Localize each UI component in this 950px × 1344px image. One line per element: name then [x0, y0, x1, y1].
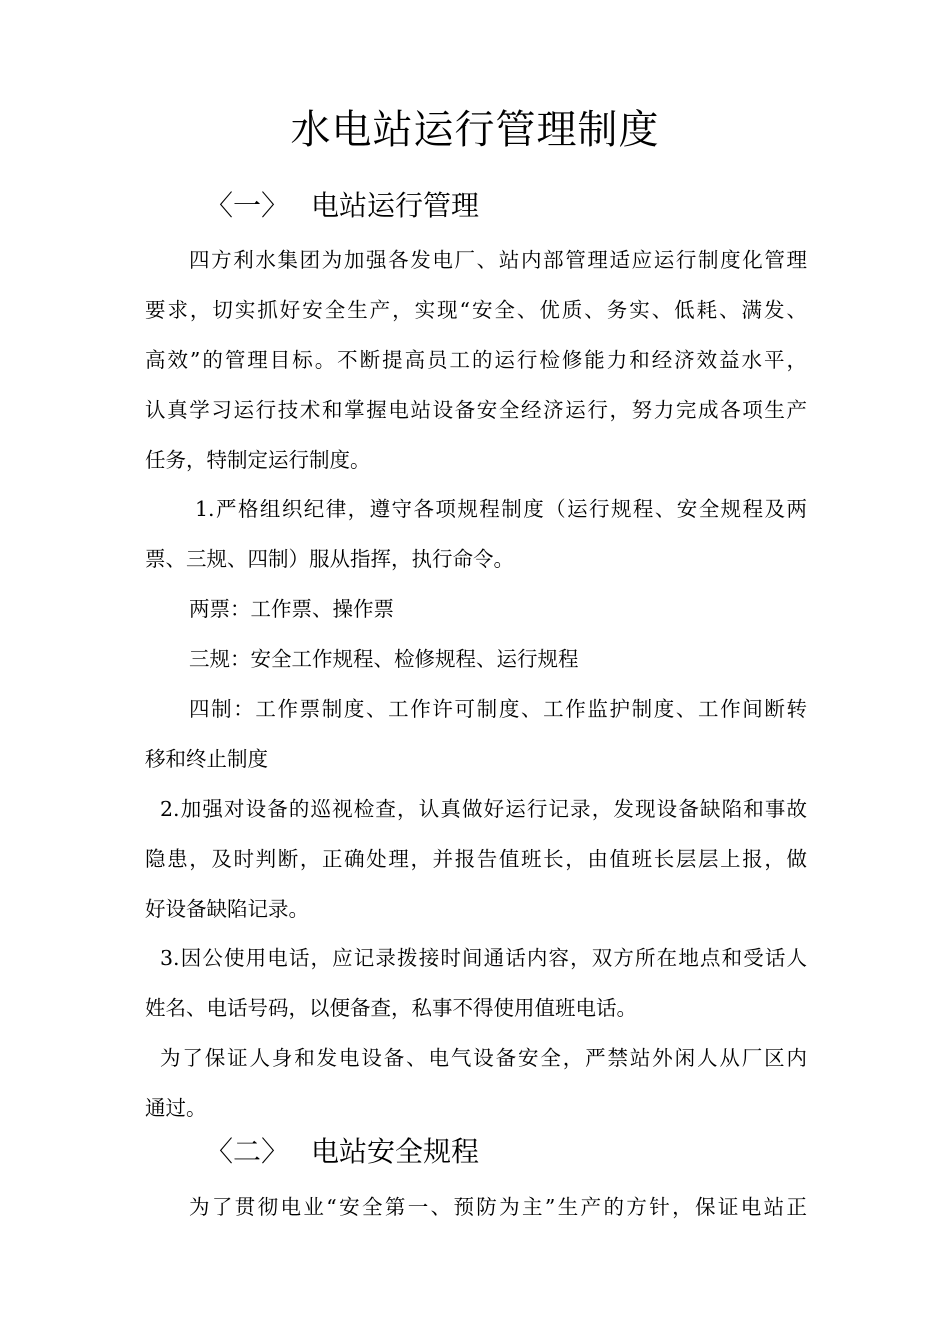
paragraph-line: 任务，特制定运行制度。 [145, 448, 371, 472]
paragraph-line: 为了贯彻电业“安全第一、预防为主”生产的方针，保证电站正 [189, 1195, 807, 1219]
section-title-2: 电站安全规程 [311, 1135, 480, 1168]
section-title-1: 电站运行管理 [311, 189, 480, 222]
list-item-line: 2.加强对设备的巡视检查，认真做好运行记录，发现设备缺陷和事故 [160, 797, 807, 821]
document-title: 水电站运行管理制度 [290, 107, 660, 153]
list-item-line: 1.严格组织纪律，遵守各项规程制度（运行规程、安全规程及两 [195, 497, 807, 521]
section-heading-2 [205, 1132, 479, 1172]
list-item-line: 隐患，及时判断，正确处理，并报告值班长，由值班长层层上报，做 [145, 847, 807, 871]
definition-line: 三规：安全工作规程、检修规程、运行规程 [189, 647, 579, 671]
paragraph-line: 要求，切实抓好安全生产，实现“安全、优质、务实、低耗、满发、 [145, 298, 807, 322]
paragraph-line: 通过。 [145, 1096, 207, 1120]
list-item-line: 好设备缺陷记录。 [145, 897, 309, 921]
section-number-2: 〈二〉 [205, 1135, 290, 1168]
section-number-1: 〈一〉 [205, 189, 290, 222]
paragraph-line: 四方利水集团为加强各发电厂、站内部管理适应运行制度化管理 [189, 248, 807, 272]
paragraph-line: 为了保证人身和发电设备、电气设备安全，严禁站外闲人从厂区内 [160, 1046, 807, 1070]
list-item-line: 姓名、电话号码，以便备查，私事不得使用值班电话。 [145, 996, 637, 1020]
paragraph-line: 高效”的管理目标。不断提高员工的运行检修能力和经济效益水平， [145, 348, 807, 372]
definition-line: 四制：工作票制度、工作许可制度、工作监护制度、工作间断转 [189, 697, 807, 721]
definition-line: 两票：工作票、操作票 [189, 597, 394, 621]
definition-line: 移和终止制度 [145, 747, 268, 771]
paragraph-line: 认真学习运行技术和掌握电站设备安全经济运行，努力完成各项生产 [145, 398, 807, 422]
list-item-line: 3.因公使用电话，应记录拨接时间通话内容，双方所在地点和受话人 [160, 946, 807, 970]
section-heading-1 [205, 186, 479, 226]
list-item-line: 票、三规、四制）服从指挥，执行命令。 [145, 547, 514, 571]
